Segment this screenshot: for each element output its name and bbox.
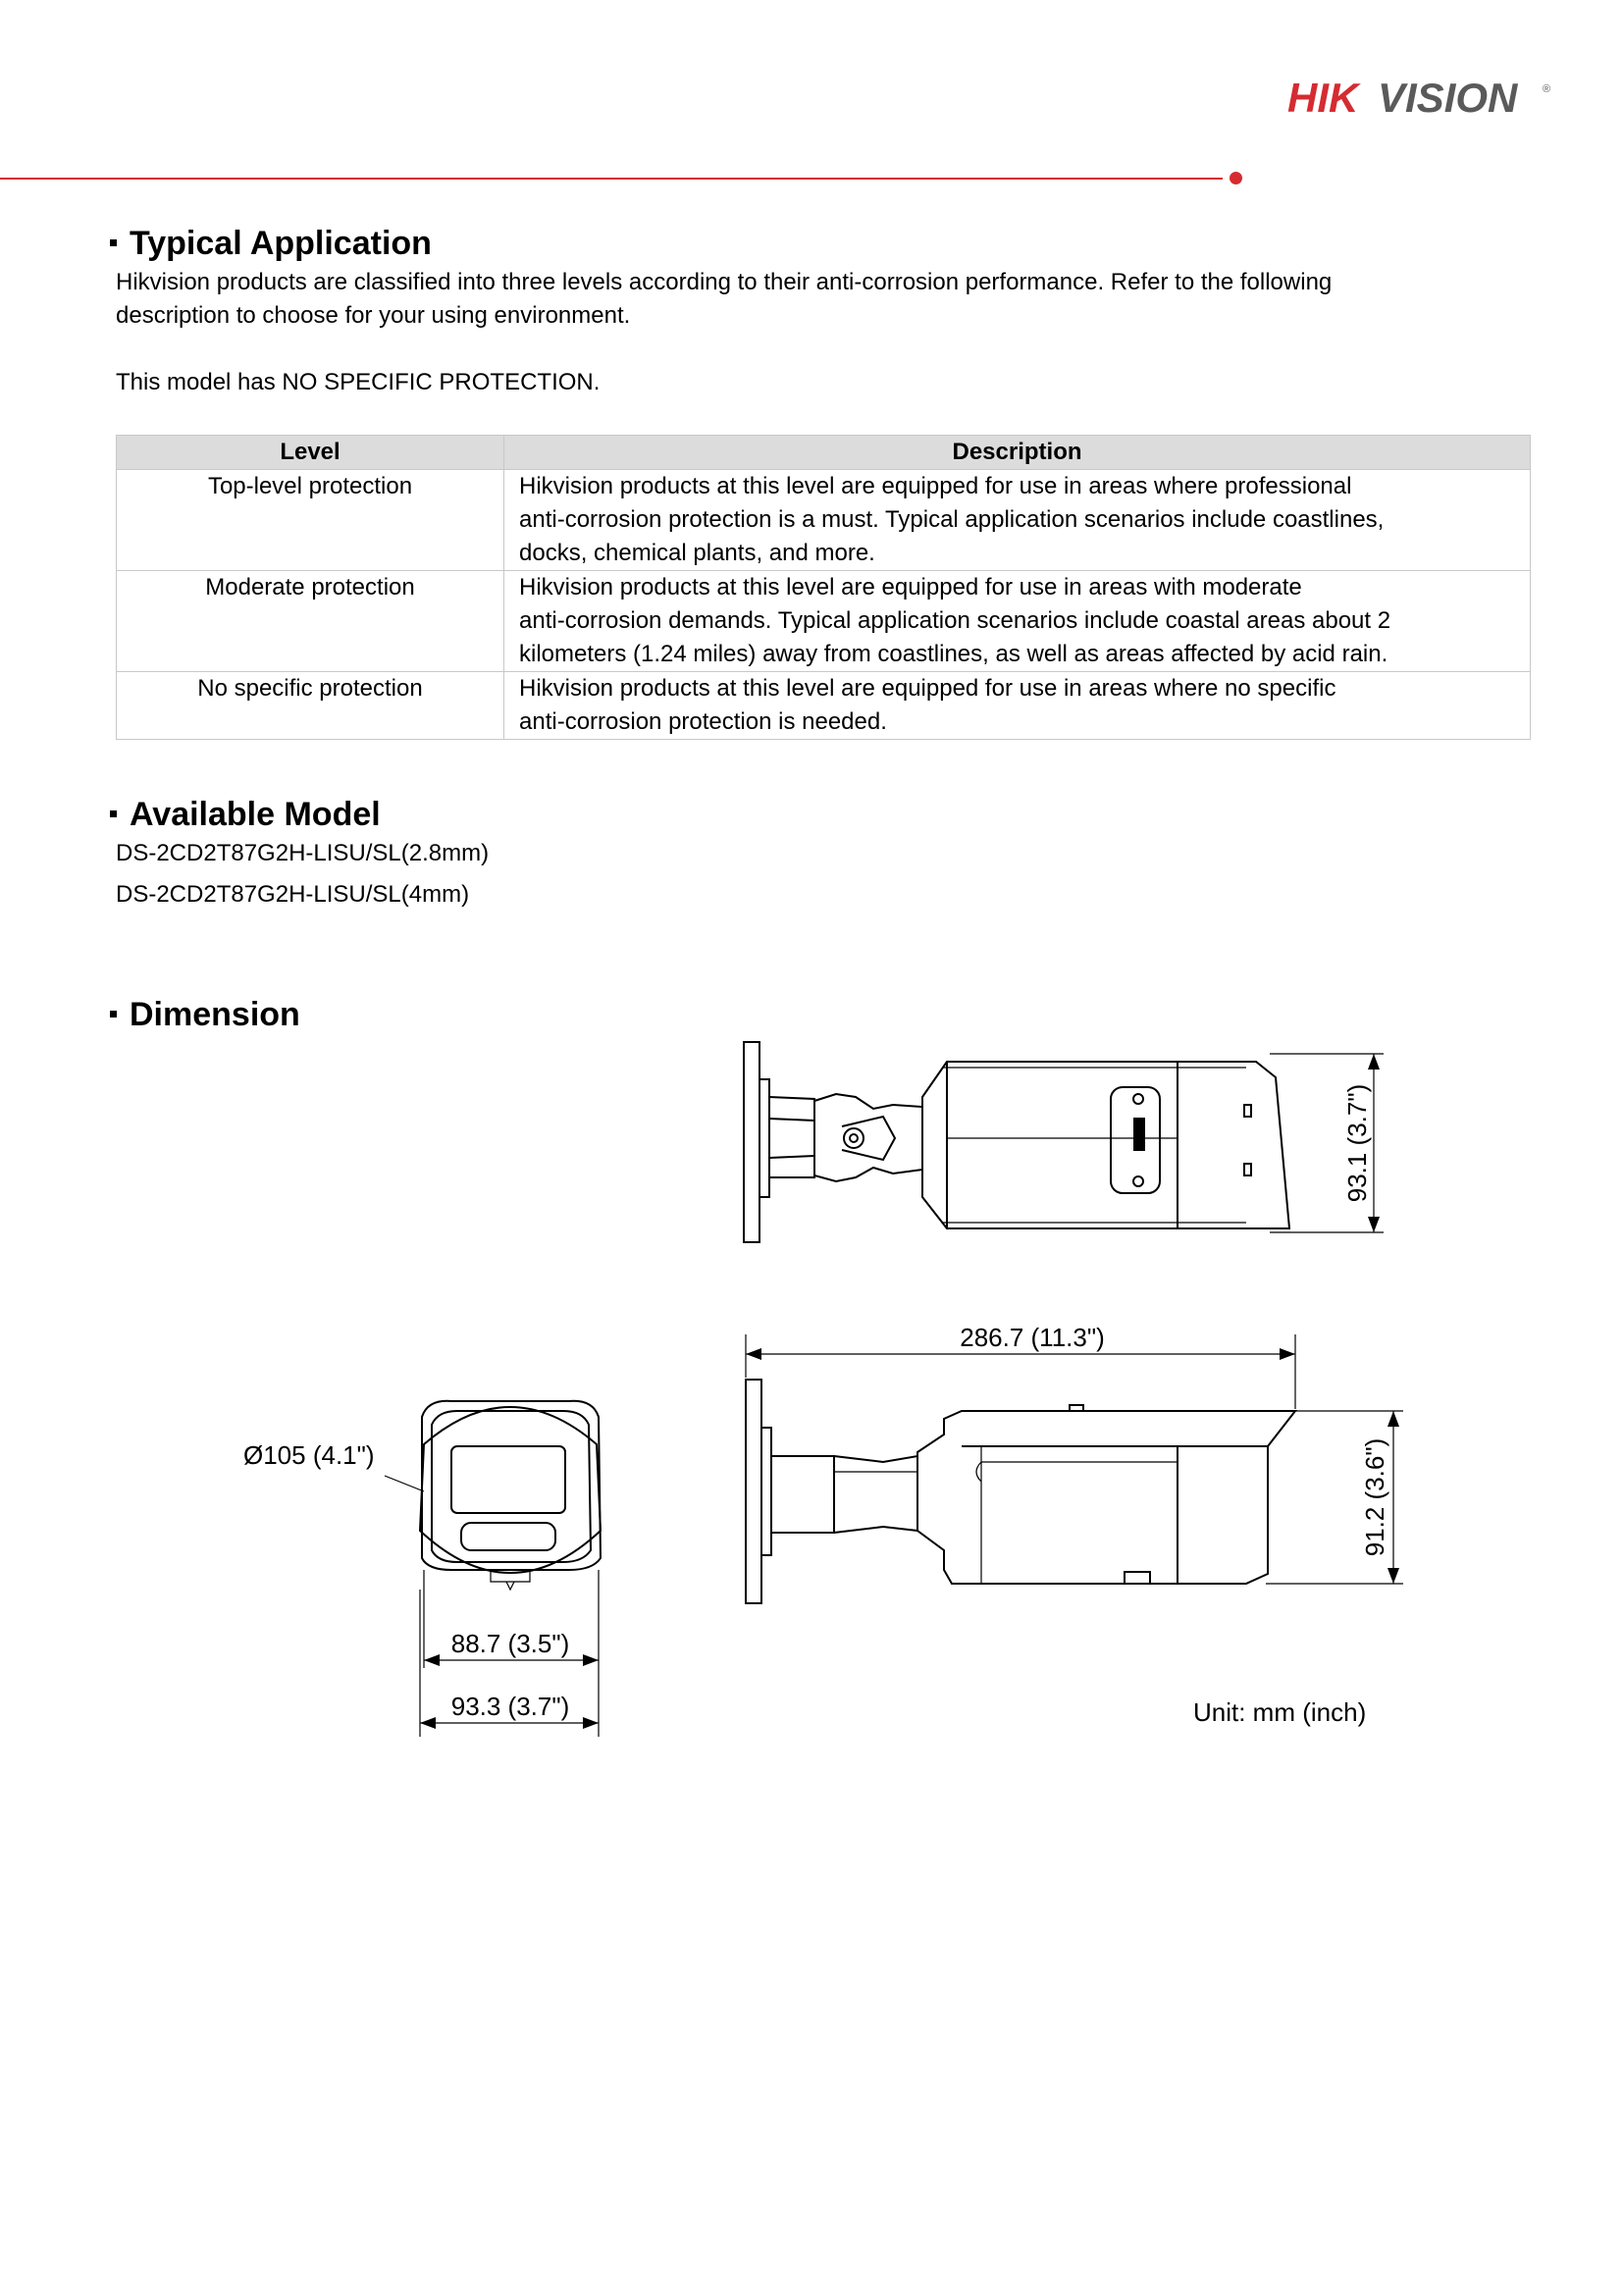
model-protection-note: This model has NO SPECIFIC PROTECTION. [116,369,601,395]
bullet-square-icon [110,1011,117,1018]
diameter-label: Ø105 (4.1") [243,1440,375,1470]
bullet-square-icon [110,810,117,817]
camera-front-view [420,1401,601,1590]
table-row [117,571,1531,672]
protection-levels-table [116,435,1531,740]
model-number-2: DS-2CD2T87G2H-LISU/SL(4mm) [116,881,470,908]
side-height-label: 91.2 (3.6") [1360,1437,1389,1557]
section-title-dimension: Dimension [110,995,300,1034]
front-width-inner-label: 88.7 (3.5") [450,1629,570,1658]
camera-top-view [744,1042,1289,1242]
level-cell: No specific protection [117,672,504,740]
svg-text:®: ® [1543,83,1551,95]
section-title-available-model: Available Model [110,795,381,834]
top-height-label: 93.1 (3.7") [1342,1083,1372,1203]
header-divider-dot [1230,172,1242,184]
intro-text-line-1: Hikvision products are classified into three levels according to their anti-corrosion performance. Refer to the following [116,269,1333,295]
unit-label: Unit: mm (inch) [1193,1697,1367,1727]
level-cell: Top-level protection [117,470,504,571]
table-header-description: Description [504,436,1531,470]
logo-hik: HIK [1287,75,1359,121]
description-cell: Hikvision products at this level are equipped for use in areas where no specific anti-corrosion protection is needed. [504,672,1531,740]
front-width-outer-label: 93.3 (3.7") [450,1692,570,1721]
table-row [117,672,1531,740]
logo-vision: VISION [1378,75,1518,121]
diameter-leader [385,1476,424,1491]
description-cell: Hikvision products at this level are equipped for use in areas with moderate anti-corrosion demands. Typical application scenarios include coastal areas about 2 kilometers (1.24 miles) away from coastlines, as well as areas affected by acid rain. [504,571,1531,672]
table-row [117,470,1531,571]
bullet-square-icon [110,239,117,246]
length-label: 286.7 (11.3") [960,1323,1105,1352]
level-cell: Moderate protection [117,571,504,672]
header-divider [0,178,1223,180]
section-title-typical-application: Typical Application [110,224,432,263]
table-header-level: Level [117,436,504,470]
model-number-1: DS-2CD2T87G2H-LISU/SL(2.8mm) [116,840,490,866]
dimension-drawing [0,1020,1623,1766]
intro-text-line-2: description to choose for your using environment. [116,302,631,329]
camera-side-view [746,1380,1295,1603]
hikvision-logo [1285,73,1560,122]
description-cell: Hikvision products at this level are equipped for use in areas where professional anti-corrosion protection is a must. Typical application scenarios include coastlines, docks, chemical plants, and more. [504,470,1531,571]
